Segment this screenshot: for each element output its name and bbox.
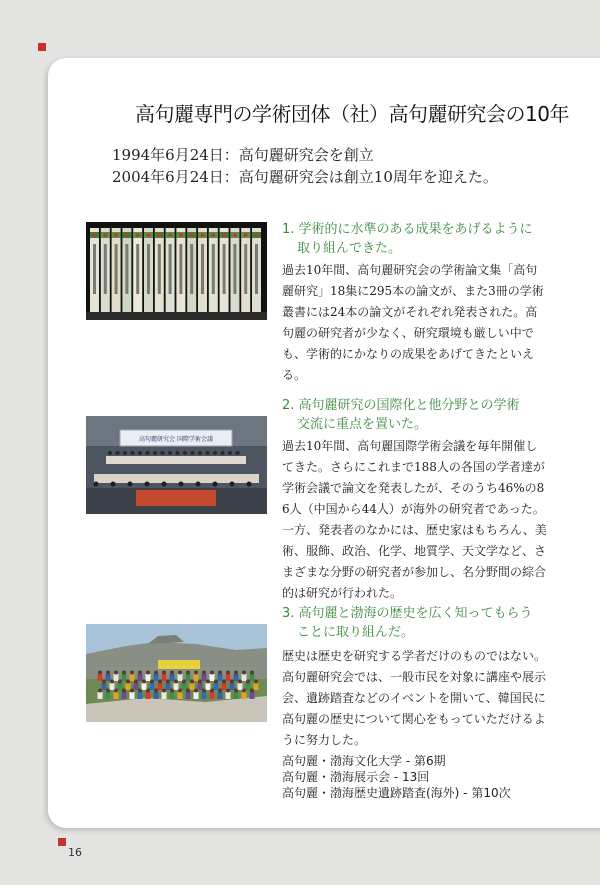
section-2-heading — [282, 396, 520, 434]
corner-marker — [38, 43, 46, 51]
section-3-heading-line2: ことに取り組んだ。 — [297, 625, 415, 640]
page-number-marker — [58, 838, 66, 846]
publications-photo — [86, 222, 267, 320]
page-title: 高句麗専門の学術団体（社）高句麗研究会の10年 — [135, 102, 569, 126]
section-3-heading — [282, 604, 533, 642]
event-item: 高句麗・渤海文化大学 - 第6期 — [282, 754, 446, 768]
section-1-heading-line2: 取り組んできた。 — [297, 241, 402, 256]
section-2-body: 過去10年間、高句麗国際学術会議を毎年開催してきた。さらにこれまで188人の各国の学者達が学術会議で論文を発表したが、そのうち46%の86人（中国から44人）が海外の研究者であった。一方、発表者のなかには、歴史家はもちろん、美術、服飾、政治、化学、地質学、天文学など、さまざまな分野の研究者が参加し、名分野間の綜合的は研究が行われた。 — [282, 439, 547, 600]
section-1-heading-line1: 1. 学術的に水準のある成果をあげるように — [282, 222, 533, 237]
section-3-heading-line1: 3. 高句麗と渤海の歴史を広く知ってもらう — [282, 606, 533, 621]
section-3-body: 歴史は歴史を研究する学者だけのものではない。高句麗研究会では、一般市民を対象に講座や展示会、遺跡踏査などのイベントを開いて、韓国民に高句麗の歴史について関心をもっていただけるように努力した。 — [282, 649, 547, 747]
page-number: 16 — [68, 846, 82, 859]
publications-illustration — [86, 222, 267, 320]
conference-banner: 高句麗研究会 国際学術会議 — [139, 436, 213, 443]
founding-dates — [112, 144, 498, 188]
section-1-heading — [282, 220, 533, 258]
events-list — [282, 753, 511, 801]
section-2-heading-line1: 2. 高句麗研究の国際化と他分野との学術 — [282, 398, 520, 413]
event-item: 高句麗・渤海展示会 - 13回 — [282, 770, 430, 784]
conference-illustration — [86, 416, 267, 514]
section-2-heading-line2: 交流に重点を置いた。 — [297, 417, 428, 432]
section-1-body: 過去10年間、高句麗研究会の学術論文集「高句麗研究」18集に295本の論文が、また3冊の学術叢書には24本の論文がそれぞれ発表された。高句麗の研究者が少なく、研究環境も厳しい中でも、学術的にかなりの成果をあげてきたといえる。 — [282, 263, 544, 382]
anniversary-line: 2004年6月24日：高句麗研究会は創立10周年を迎えた。 — [112, 168, 498, 186]
group-illustration — [86, 624, 267, 722]
event-item: 高句麗・渤海歴史遺跡踏査(海外) - 第10次 — [282, 786, 511, 800]
group-photo — [86, 624, 267, 722]
founding-line: 1994年6月24日：高句麗研究会を創立 — [112, 146, 374, 164]
conference-photo — [86, 416, 267, 514]
